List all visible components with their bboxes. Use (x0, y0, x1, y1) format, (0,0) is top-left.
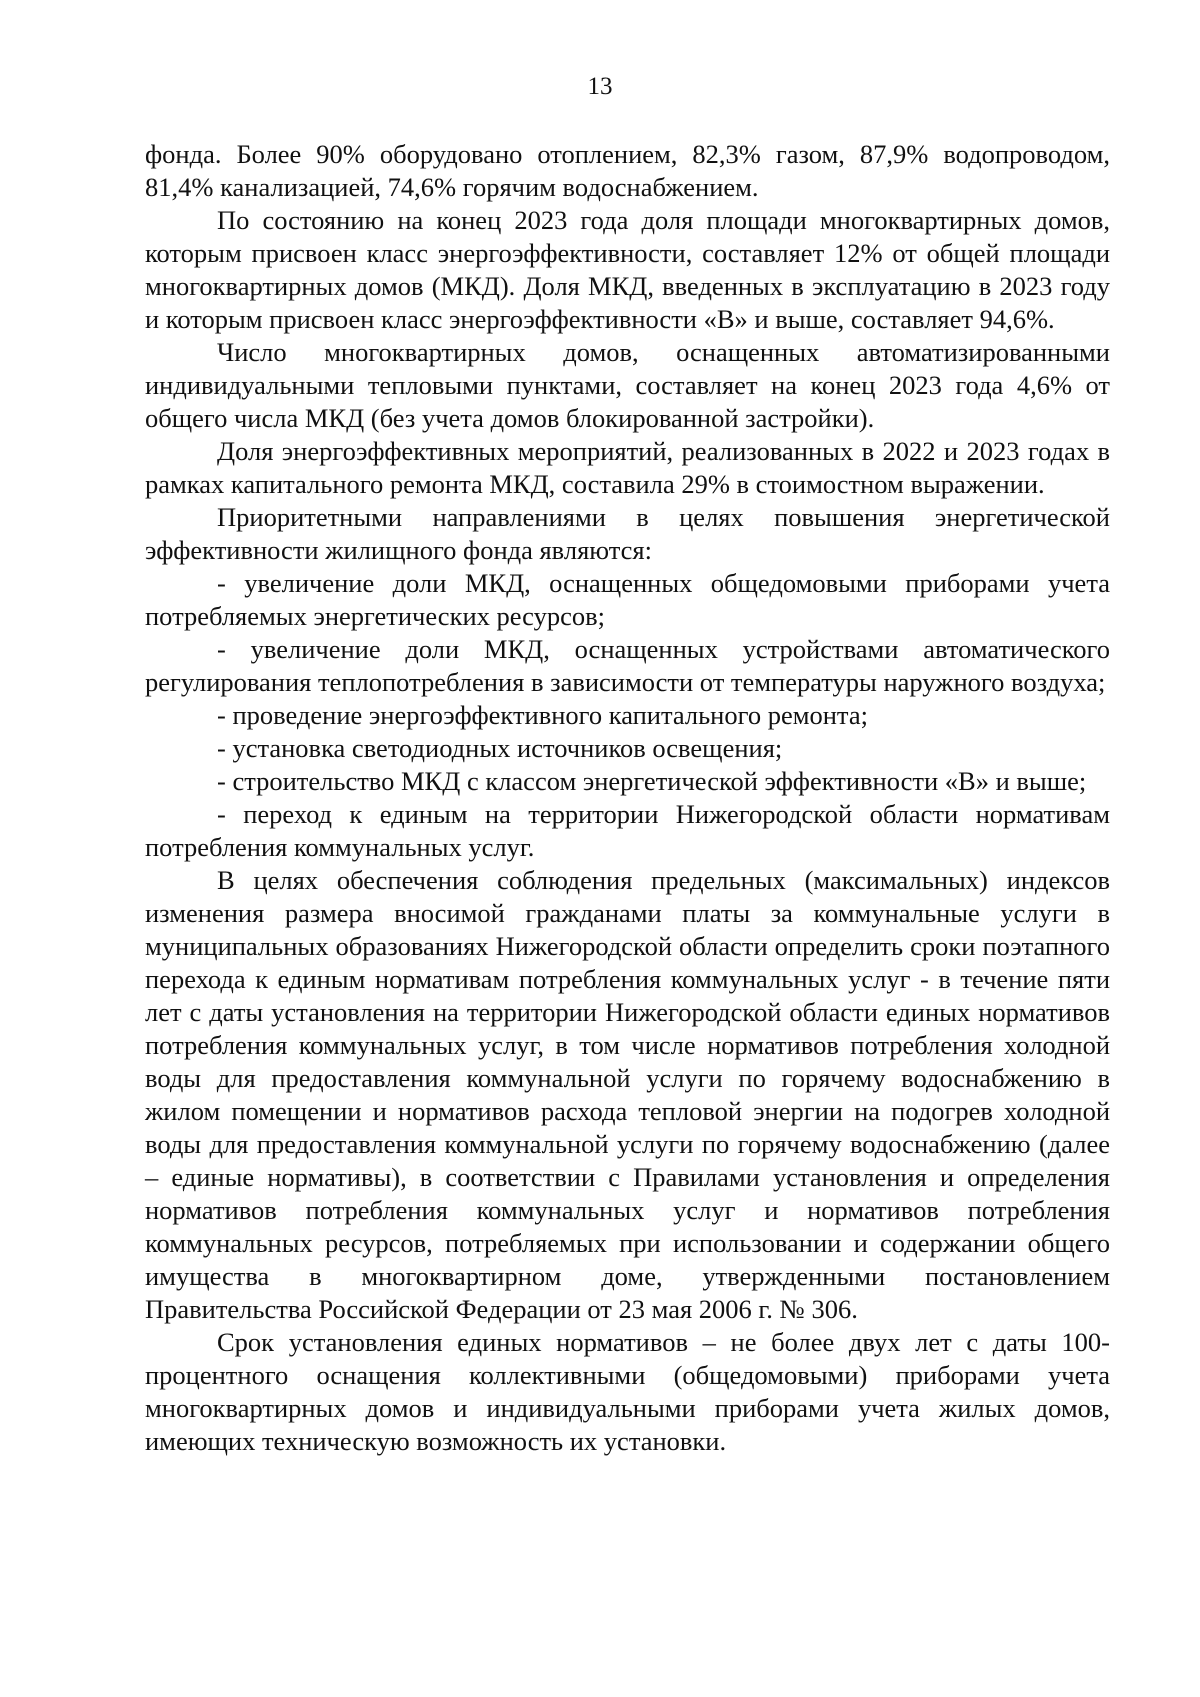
document-body (145, 138, 1110, 1458)
list-item-automatic-regulation: - увеличение доли МКД, оснащенных устройствами автоматического регулирования теплопотребления в зависимости от температуры наружного воздуха; (145, 634, 1110, 697)
paragraph-norms-deadline: Срок установления единых нормативов – не более двух лет с даты 100-процентного оснащения коллективными (общедомовыми) приборами учета многоквартирных домов и индивидуальными приборами учета жилых домов, имеющих техническую возможность их установки. (145, 1327, 1110, 1456)
paragraph-transition-terms: В целях обеспечения соблюдения предельных (максимальных) индексов изменения размера вносимой гражданами платы за коммунальные услуги в муниципальных образованиях Нижегородской области определить сроки поэтапного перехода к единым нормативам потребления коммунальных услуг - в течение пяти лет с даты установления на территории Нижегородской области единых нормативов потребления коммунальных услуг, в том числе нормативов потребления холодной воды для предоставления коммунальной услуги по горячему водоснабжению в жилом помещении и нормативов расхода тепловой энергии на подогрев холодной воды для предоставления коммунальной услуги по горячему водоснабжению (далее – единые нормативы), в соответствии с Правилами установления и определения нормативов потребления коммунальных услуг и нормативов потребления коммунальных ресурсов, потребляемых при использовании и содержании общего имущества в многоквартирном доме, утвержденными постановлением Правительства Российской Федерации от 23 мая 2006 г. № 306. (145, 865, 1110, 1324)
page-number: 13 (587, 73, 613, 100)
list-item-metering-devices: - увеличение доли МКД, оснащенных общедомовыми приборами учета потребляемых энергетических ресурсов; (145, 568, 1110, 631)
list-item-led-lighting: - установка светодиодных источников освещения; (217, 733, 783, 763)
list-item-capital-repair: - проведение энергоэффективного капитального ремонта; (217, 700, 868, 730)
paragraph-energy-class-share: По состоянию на конец 2023 года доля площади многоквартирных домов, которым присвоен класс энергоэффективности, составляет 12% от общей площади многоквартирных домов (МКД). Доля МКД, введенных в эксплуатацию в 2023 году и которым присвоен класс энергоэффективности «В» и выше, составляет 94,6%. (145, 205, 1110, 334)
paragraph-heat-points: Число многоквартирных домов, оснащенных автоматизированными индивидуальными тепловыми пунктами, составляет на конец 2023 года 4,6% от общего числа МКД (без учета домов блокированной застройки). (145, 337, 1110, 433)
paragraph-housing-utilities: фонда. Более 90% оборудовано отоплением, 82,3% газом, 87,9% водопроводом, 81,4% канализацией, 74,6% горячим водоснабжением. (145, 139, 1110, 202)
list-item-unified-norms: - переход к единым на территории Нижегородской области нормативам потребления коммунальных услуг. (145, 799, 1110, 862)
paragraph-energy-measures: Доля энергоэффективных мероприятий, реализованных в 2022 и 2023 годах в рамках капитального ремонта МКД, составила 29% в стоимостном выражении. (145, 436, 1110, 499)
list-item-construction-class-b: - строительство МКД с классом энергетической эффективности «В» и выше; (217, 766, 1087, 796)
paragraph-priorities-intro: Приоритетными направлениями в целях повышения энергетической эффективности жилищного фонда являются: (145, 502, 1110, 565)
